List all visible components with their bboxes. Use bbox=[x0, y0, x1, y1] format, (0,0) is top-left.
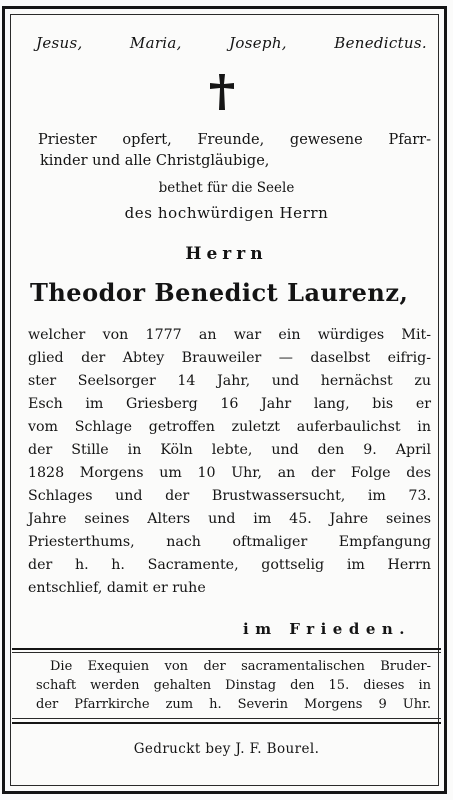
name-jesus: Jesus, bbox=[36, 34, 83, 52]
bio-line: Jahre seines Alters und im 45. Jahre seines bbox=[28, 511, 431, 527]
bio-line: vom Schlage getroffen zuletzt auferbaulichst in bbox=[28, 419, 431, 435]
bio-line: welcher von 1777 an war ein würdiges Mit- bbox=[28, 327, 431, 343]
holy-names-header bbox=[36, 34, 427, 52]
bio-line: Esch im Griesberg 16 Jahr lang, bis er bbox=[28, 396, 431, 412]
biography-text bbox=[28, 324, 431, 600]
name-maria: Maria, bbox=[129, 34, 182, 52]
bio-line: Priesterthums, nach oftmaliger Empfangung bbox=[28, 534, 431, 550]
intro-line-1: Priester opfert, Freunde, gewesene Pfarr- bbox=[38, 132, 431, 148]
name-joseph: Joseph, bbox=[229, 34, 287, 52]
herrn-heading: Herrn bbox=[185, 244, 268, 264]
divider-bottom bbox=[12, 722, 441, 724]
intro-line-2: kinder und alle Christgläubige, bbox=[40, 153, 270, 169]
bio-line: der Stille in Köln lebte, und den 9. April bbox=[28, 442, 431, 458]
name-benedictus: Benedictus. bbox=[334, 34, 427, 52]
divider-top bbox=[12, 648, 441, 650]
deceased-name: Theodor Benedict Laurenz, bbox=[30, 278, 409, 307]
bio-line: der h. h. Sacramente, gottselig im Herrn bbox=[28, 557, 431, 573]
bio-line: ster Seelsorger 14 Jahr, und hernächst zu bbox=[28, 373, 431, 389]
divider-top-thin bbox=[12, 652, 441, 653]
card-content bbox=[22, 24, 431, 776]
latin-cross-icon bbox=[207, 72, 237, 112]
bio-line: glied der Abtey Brauweiler — daselbst eifrig- bbox=[28, 350, 431, 366]
bio-line: 1828 Morgens um 10 Uhr, an der Folge des bbox=[28, 465, 431, 481]
bethet-line: bethet für die Seele bbox=[158, 180, 295, 196]
intro-text bbox=[38, 130, 431, 172]
exequien-line: schaft werden gehalten Dinstag den 15. dieses in bbox=[36, 678, 431, 693]
printer-imprint: Gedruckt bey J. F. Bourel. bbox=[133, 741, 320, 757]
bio-line: entschlief, damit er ruhe bbox=[28, 580, 206, 596]
exequien-notice bbox=[36, 657, 431, 714]
divider-bottom-thin bbox=[12, 718, 441, 719]
exequien-line: der Pfarrkirche zum h. Severin Morgens 9 Uhr. bbox=[36, 697, 431, 712]
exequien-line: Die Exequien von der sacramentalischen Bruder- bbox=[50, 659, 431, 674]
closing-im-frieden: im Frieden. bbox=[243, 620, 411, 638]
bio-line: Schlages und der Brustwassersucht, im 73. bbox=[28, 488, 431, 504]
des-line: des hochwürdigen Herrn bbox=[124, 204, 329, 222]
